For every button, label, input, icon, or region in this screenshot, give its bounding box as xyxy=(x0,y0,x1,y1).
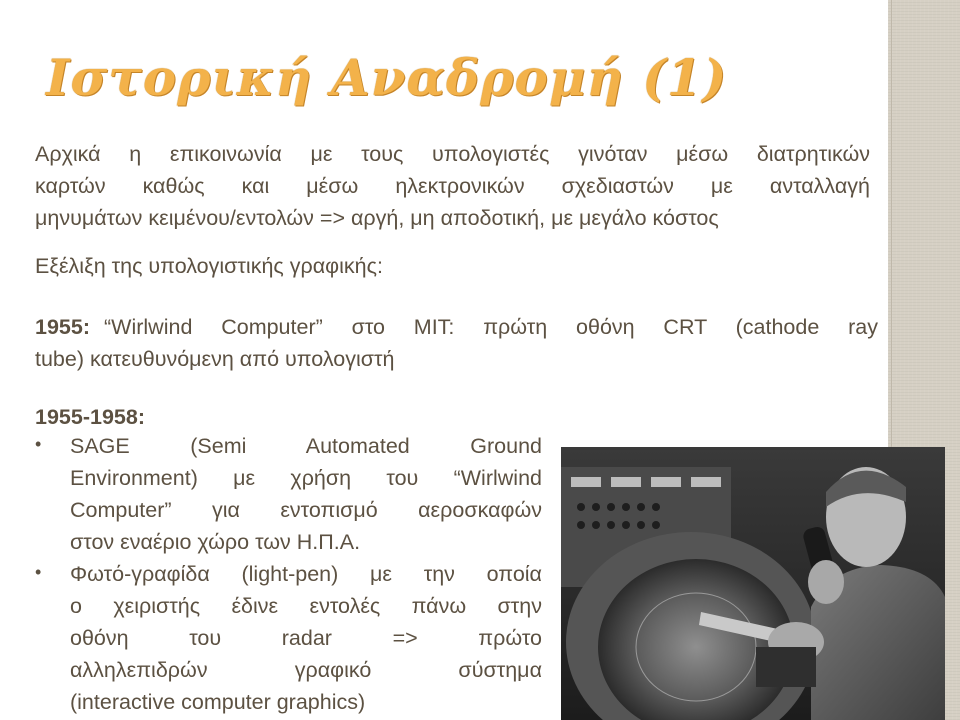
sage-line-4: στον εναέριο χώρο των Η.Π.Α. xyxy=(70,530,361,554)
year-1955-line-2: tube) κατευθυνόμενη από υπολογιστή xyxy=(35,347,395,371)
sage-bullet xyxy=(70,430,542,558)
slide-title: Ιστορική Αναδρομή (1) xyxy=(46,48,728,107)
sage-line-2: Environment) με χρήση του “Wirlwind xyxy=(70,466,542,490)
lightpen-line-2: ο χειριστής έδινε εντολές πάνω στην xyxy=(70,594,542,618)
sage-line-3: Computer” για εντοπισμό αεροσκαφών xyxy=(70,498,542,522)
intro-line-1: Αρχικά η επικοινωνία με τους υπολογιστές γινόταν μέσω διατρητικών xyxy=(35,142,870,166)
sage-line-1: SAGE (Semi Automated Ground xyxy=(70,434,542,458)
year-1955-1958-label: 1955-1958: xyxy=(35,405,145,429)
evolution-heading: Εξέλιξη της υπολογιστικής γραφικής: xyxy=(35,254,383,278)
lightpen-line-4: αλληλεπιδρών γραφικό σύστημα xyxy=(70,658,542,682)
quote-open: “ xyxy=(104,315,112,339)
lightpen-line-1: Φωτό-γραφίδα (light-pen) με την οποία xyxy=(70,562,542,586)
bullet-icon: • xyxy=(35,562,42,582)
lightpen-bullet xyxy=(70,558,542,718)
year-1955-label: 1955: xyxy=(35,315,90,339)
intro-line-3: μηνυμάτων κειμένου/εντολών => αργή, μη αποδοτική, με μεγάλο κόστος xyxy=(35,206,719,230)
year-1955-paragraph xyxy=(35,311,878,375)
lightpen-line-3: οθόνη του radar => πρώτο xyxy=(70,626,542,650)
intro-line-2: καρτών καθώς και μέσω ηλεκτρονικών σχεδιαστών με ανταλλαγή xyxy=(35,174,870,198)
sage-operator-photo xyxy=(561,447,945,720)
intro-paragraph xyxy=(35,138,870,234)
photo-illustration xyxy=(561,447,945,720)
bullet-icon: • xyxy=(35,434,42,454)
year-1955-line-1 xyxy=(35,311,878,343)
year-1955-text: Wirlwind Computer” στο MIT: πρώτη οθόνη CRT (cathode ray xyxy=(111,315,878,339)
lightpen-line-5: (interactive computer graphics) xyxy=(70,690,366,714)
